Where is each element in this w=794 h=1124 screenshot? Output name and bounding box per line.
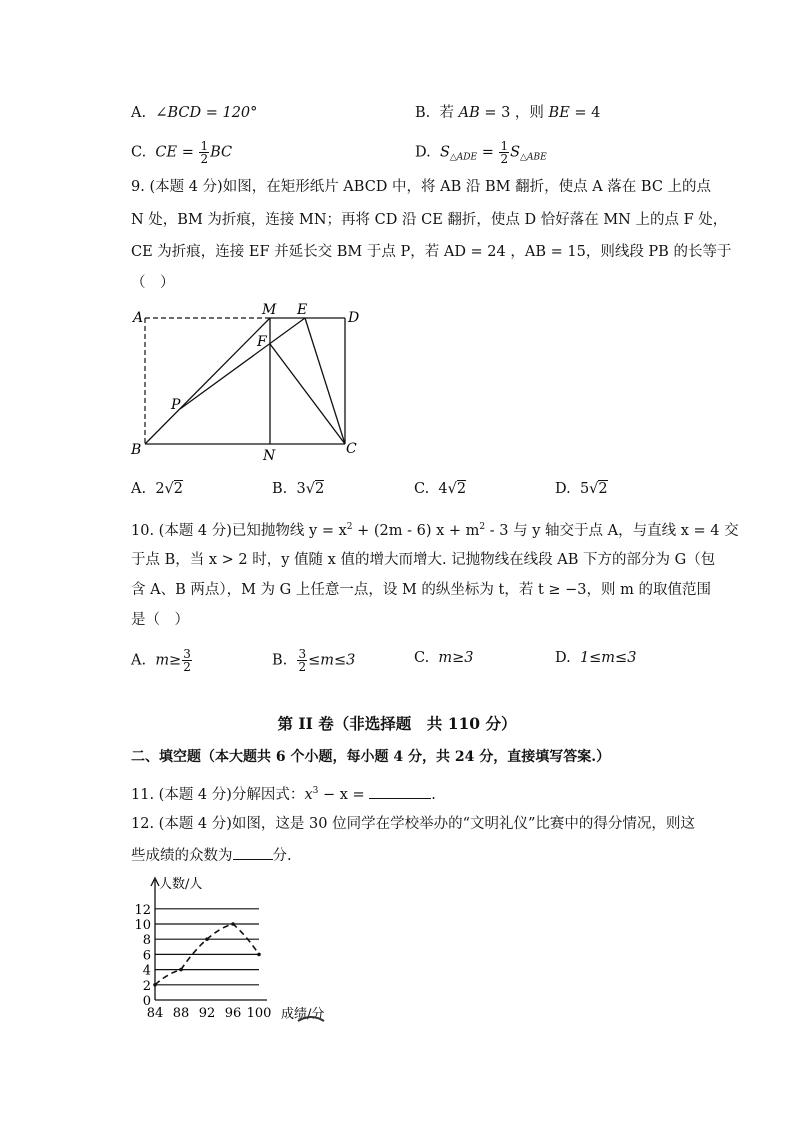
q8-option-b-mid: = 3 ，则 bbox=[479, 105, 549, 121]
q8-option-d-num: 1 bbox=[500, 139, 509, 153]
q8-option-c-fraction bbox=[199, 140, 209, 165]
sqrt-icon: √ bbox=[305, 481, 315, 497]
q8-option-a-label: A. bbox=[131, 105, 147, 121]
data-point-96 bbox=[231, 922, 235, 926]
q10-option-c-label: C. bbox=[414, 650, 430, 666]
q9-option-d-label: D. bbox=[555, 481, 571, 497]
q8-option-d-s1: S bbox=[439, 144, 450, 161]
q12-line-2 bbox=[131, 845, 292, 866]
q8-option-c-eq: = bbox=[177, 144, 199, 161]
q10-option-b-fraction bbox=[297, 648, 307, 673]
q10-option-b-num: 3 bbox=[298, 647, 307, 661]
fig-label-M: M bbox=[262, 302, 277, 318]
q8-option-a-text: ∠BCD = 120° bbox=[155, 105, 258, 121]
q10-line-1-sup1: 2 bbox=[346, 522, 353, 532]
q11-answer-blank[interactable] bbox=[369, 784, 431, 799]
y-axis-title: 人数/人 bbox=[159, 877, 203, 892]
q10-line-3: 含 A、B 两点），M 为 G 上任意一点，设 M 的纵坐标为 t，若 t ≥ −3，则 m 的取值范围 bbox=[131, 582, 711, 598]
q8-option-d-den: 2 bbox=[500, 152, 509, 166]
q11-text: 11. (本题 4 分)分解因式： bbox=[131, 787, 305, 803]
fig-label-F: F bbox=[257, 334, 267, 350]
segment-FC bbox=[270, 344, 345, 444]
q12-line-2-b: 分. bbox=[272, 848, 292, 864]
q8-option-b-post: = 4 bbox=[569, 105, 601, 121]
q8-option-c-label: C. bbox=[131, 144, 147, 161]
q9-option-c bbox=[414, 479, 466, 499]
q9-line-4: （ ） bbox=[131, 275, 175, 291]
q12-line-chart bbox=[125, 870, 365, 1020]
q10-option-a bbox=[131, 648, 193, 673]
q8-option-c-den: 2 bbox=[200, 152, 209, 166]
q10-line-2: 于点 B，当 x > 2 时，y 值随 x 值的增大而增大. 记抛物线在线段 AB 下方的部分为 G（包 bbox=[131, 552, 716, 568]
q12-line-1: 12. (本题 4 分)如图，这是 30 位同学在学校举办的“文明礼仪”比赛中的得分情况，则这 bbox=[131, 816, 695, 832]
y-tick-label-4: 4 bbox=[142, 963, 151, 979]
y-tick-label-12: 12 bbox=[134, 902, 151, 918]
fig-label-B: B bbox=[131, 442, 142, 458]
page-footer-mark bbox=[296, 1012, 326, 1024]
x-tick-label-92: 92 bbox=[198, 1006, 216, 1020]
q12-line-2-a: 些成绩的众数为 bbox=[131, 848, 233, 864]
q10-line-1-b: + (2m - 6) x + m bbox=[352, 523, 480, 539]
q9-option-a bbox=[131, 479, 183, 499]
q8-option-d-s2: S bbox=[510, 144, 521, 161]
q10-option-a-fraction bbox=[182, 648, 192, 673]
q9-line-2: N 处，BM 为折痕，连接 MN；再将 CD 沿 CE 翻折，使点 D 恰好落在 MN 上的点 F 处， bbox=[131, 212, 728, 228]
q11: 11. (本题 4 分)分解因式：$x^3 - x$ = . bbox=[131, 786, 436, 803]
q8-option-d-sub1: △ADE bbox=[449, 152, 478, 163]
q10-option-d-text: 1≤m≤3 bbox=[579, 650, 637, 666]
q9-option-b-radicand: 2 bbox=[314, 481, 325, 497]
q8-option-b-pre: 若 bbox=[439, 105, 459, 121]
q8-option-b-be: BE bbox=[548, 105, 570, 121]
q10-option-a-den: 2 bbox=[183, 660, 191, 674]
fig-label-P: P bbox=[171, 397, 181, 413]
q9-option-b bbox=[272, 479, 324, 499]
section-2-title: 第 II 卷（非选择题 共 110 分） bbox=[277, 714, 517, 733]
q10-option-d bbox=[555, 648, 636, 668]
q12-answer-blank[interactable] bbox=[233, 845, 273, 860]
x-axis-title: 成绩/分 bbox=[281, 1007, 325, 1020]
q10-line-1-a: 10. (本题 4 分)已知抛物线 y = x bbox=[131, 523, 347, 539]
q8-option-b-label: B. bbox=[415, 105, 431, 121]
q8-option-c bbox=[131, 140, 232, 165]
section-2-part-title: 二、填空题（本大题共 6 个小题，每小题 4 分，共 24 分，直接填写答案.） bbox=[131, 749, 611, 765]
sqrt-icon: √ bbox=[447, 481, 457, 497]
q9-option-c-coef: 4 bbox=[438, 481, 448, 497]
q9-option-b-label: B. bbox=[272, 481, 288, 497]
q9-line-1: 9. (本题 4 分)如图，在矩形纸片 ABCD 中，将 AB 沿 BM 翻折，使点 A 落在 BC 上的点 bbox=[131, 179, 712, 195]
q9-figure bbox=[125, 296, 365, 466]
segment-BM bbox=[145, 318, 270, 444]
q9-option-d-coef: 5 bbox=[579, 481, 590, 497]
data-point-92 bbox=[205, 937, 209, 941]
q8-option-c-rhs: BC bbox=[210, 144, 233, 161]
segment-PE bbox=[180, 318, 305, 409]
q8-option-c-lhs: CE bbox=[155, 144, 178, 161]
fig-label-A: A bbox=[133, 310, 144, 326]
data-point-100 bbox=[257, 953, 261, 957]
q10-option-b-den: 2 bbox=[298, 660, 307, 674]
q9-option-c-label: C. bbox=[414, 481, 430, 497]
x-tick-label-84: 84 bbox=[146, 1006, 164, 1020]
q11-expr-sup: 3 bbox=[312, 786, 319, 796]
q8-option-c-num: 1 bbox=[200, 139, 209, 153]
data-point-84 bbox=[153, 983, 157, 987]
q10-option-c bbox=[414, 648, 474, 668]
sqrt-icon: √ bbox=[164, 481, 174, 497]
q9-option-a-radicand: 2 bbox=[173, 481, 184, 497]
q10-line-1 bbox=[131, 517, 739, 541]
q10-option-c-text: m≥3 bbox=[438, 650, 474, 666]
fig-label-D: D bbox=[348, 310, 360, 326]
x-tick-label-96: 96 bbox=[224, 1006, 242, 1020]
fig-label-N: N bbox=[263, 448, 276, 464]
y-tick-label-10: 10 bbox=[134, 918, 151, 933]
q10-line-1-sup2: 2 bbox=[479, 522, 486, 532]
q8-option-d-fraction bbox=[499, 140, 509, 165]
q9-option-d-radicand: 2 bbox=[598, 481, 608, 497]
q8-option-a bbox=[131, 103, 257, 123]
q9-option-a-label: A. bbox=[131, 481, 147, 497]
q8-option-d-label: D. bbox=[415, 144, 431, 161]
q10-option-a-num: 3 bbox=[183, 647, 191, 661]
q9-option-b-coef: 3 bbox=[296, 481, 306, 497]
q8-option-d-sub2: △ABE bbox=[520, 152, 547, 163]
y-tick-label-2: 2 bbox=[142, 978, 151, 994]
fig-label-E: E bbox=[297, 302, 308, 318]
q8-option-b bbox=[415, 103, 600, 123]
q10-line-4: 是（ ） bbox=[131, 612, 189, 628]
q10-option-b bbox=[272, 648, 355, 673]
x-tick-label-88: 88 bbox=[172, 1006, 190, 1020]
sqrt-icon: √ bbox=[589, 481, 599, 497]
q10-line-1-c: - 3 与 y 轴交于点 A，与直线 x = 4 交 bbox=[485, 523, 739, 539]
q11-expr-a: x bbox=[304, 787, 313, 803]
y-tick-label-6: 6 bbox=[142, 948, 151, 964]
y-tick-label-8: 8 bbox=[142, 933, 151, 949]
q11-expr-b: − x = bbox=[318, 787, 370, 803]
q8-option-d-eq: = bbox=[477, 144, 499, 161]
q9-option-a-coef: 2 bbox=[155, 481, 165, 497]
q10-option-d-label: D. bbox=[555, 650, 571, 666]
q8-option-d bbox=[415, 140, 547, 168]
data-point-88 bbox=[179, 968, 183, 972]
q9-option-d bbox=[555, 479, 608, 499]
q9-line-3: CE 为折痕，连接 EF 并延长交 BM 于点 P，若 AD = 24 ，AB = 15，则线段 PB 的长等于 bbox=[131, 244, 732, 260]
q10-option-a-label: A. bbox=[131, 652, 147, 669]
segment-EC bbox=[305, 318, 345, 444]
q9-option-c-radicand: 2 bbox=[456, 481, 467, 497]
fig-label-C: C bbox=[346, 441, 357, 457]
q8-option-b-ab: AB bbox=[458, 105, 480, 121]
q10-option-b-post: ≤m≤3 bbox=[308, 652, 356, 669]
q10-option-a-pre: m≥ bbox=[155, 652, 182, 669]
q10-option-b-label: B. bbox=[272, 652, 288, 669]
y-tick-label-0: 0 bbox=[142, 994, 151, 1009]
x-tick-label-100: 100 bbox=[246, 1006, 272, 1020]
